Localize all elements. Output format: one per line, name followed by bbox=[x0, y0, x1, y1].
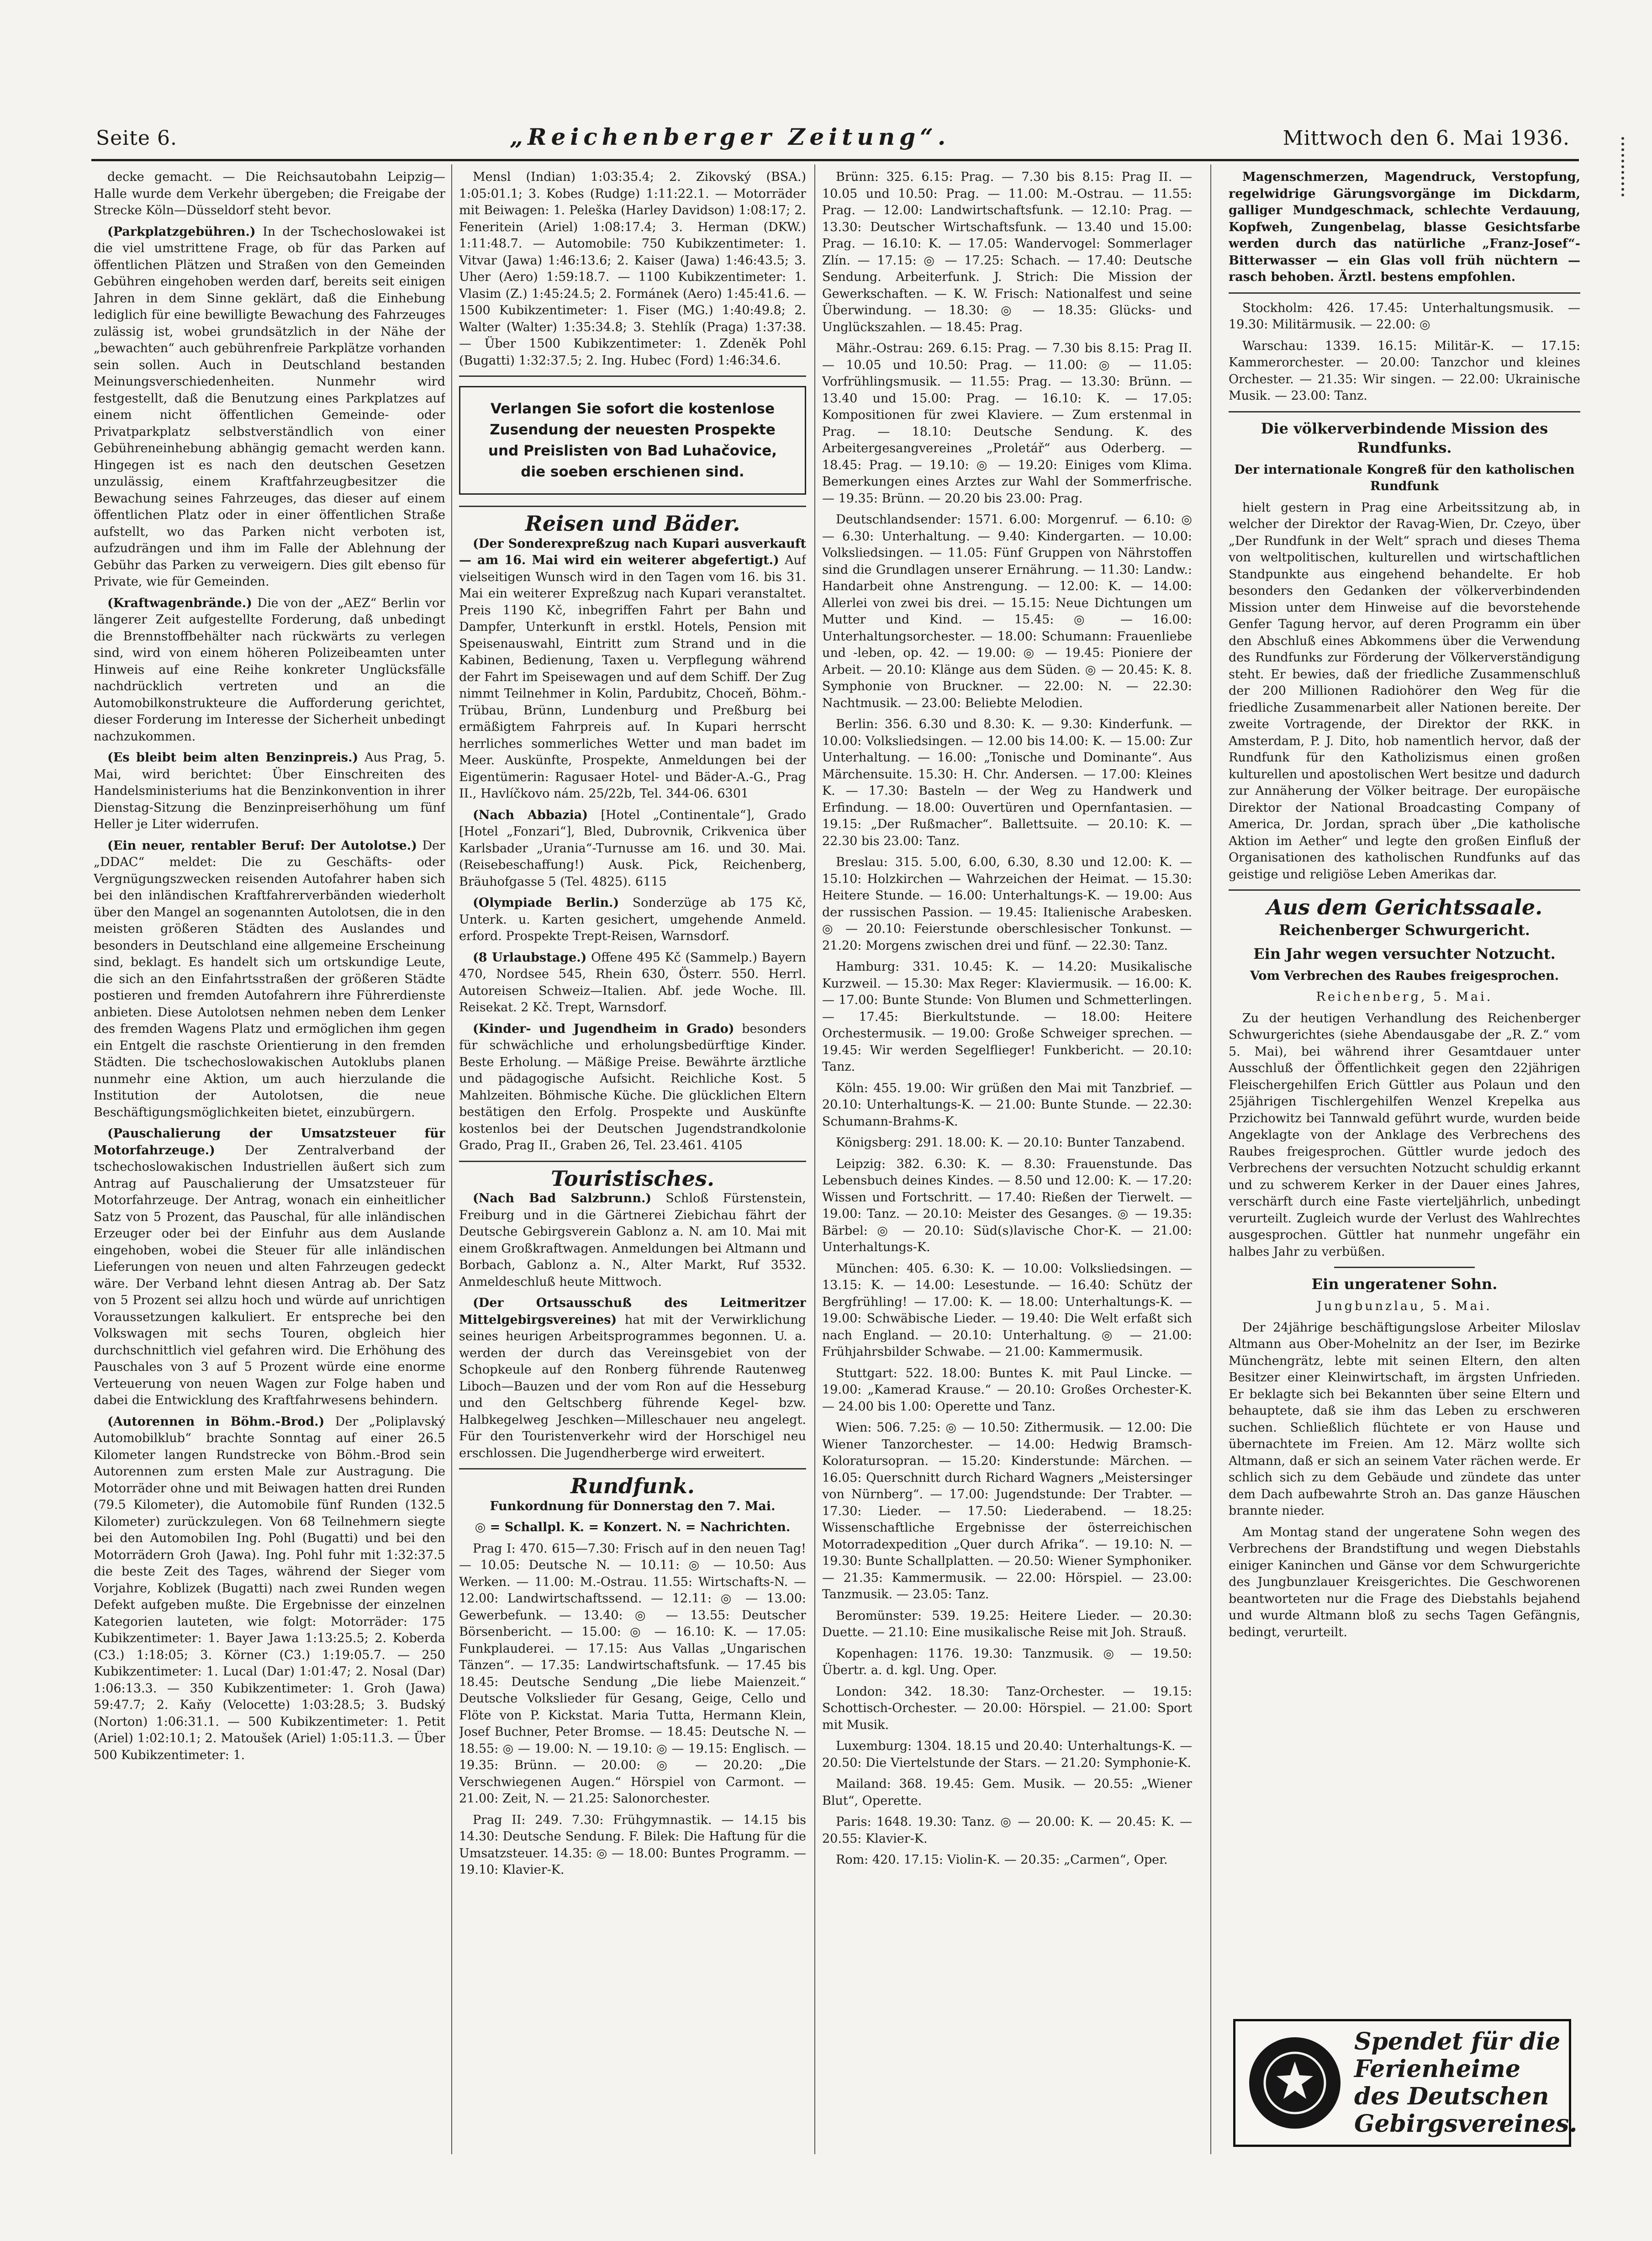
article-paragraph: hielt gestern in Prag eine Arbeitssitzung ab, in welcher der Direktor der Ravag-Wien, Dr. Czeyo, über „Der Rundfunk in der Welt“ sprach und dieses Thema von weltpolitischen, kulturellen und wirtschaftlichen Standpunkte aus eingehend behandelte. Er hob besonders den Gedanken der völkerverbindenden Mission unter dem Hinweise auf die bevorstehende Genfer Tagung hervor, auf deren Programm ein über den Abschluß eines Abkommens über die Verwendung des Rundfunks zur Förderung der Völkerverständigung steht. Er bewies, daß der friedliche Zusammenschluß der 200 Millionen Radiohörer den Weg für die friedliche Zusammenarbeit aller Nationen bereite. Der zweite Vortragende, der Direktor der RKK. in Amsterdam, P. J. Dito, hob namentlich hervor, daß der Rundfunk für den Katholizismus einen großen kulturellen und apostolischen Wert besitze und dadurch zur Annäherung der Völker beitrage. Der europäische Direktor der National Broadcasting Company of America, Dr. Jordan, sprach über „Die katholische Aktion im Aether“ und legte den großen Einfluß der Organisationen des katholischen Rundfunks auf das geistige und religiöse Leben Amerikas dar. bbox=[1229, 500, 1580, 882]
radio-listing: Rom: 420. 17.15: Violin-K. — 20.35: „Carmen“, Oper. bbox=[836, 1853, 1168, 1867]
radio-listing: Stockholm: 426. 17.45: Unterhaltungsmusik. — 19.30: Militärmusik. — 22.00: ◎ bbox=[1229, 301, 1580, 332]
article-paragraph: decke gemacht. — Die Reichsautobahn Leipzig—Halle wurde dem Verkehr übergeben; die Freigabe der Strecke Köln—Düsseldorf steht bevor. bbox=[94, 170, 445, 217]
section-rule bbox=[1334, 1267, 1475, 1268]
article-heading: (Autorennen in Böhm.-Brod.) bbox=[107, 1414, 325, 1429]
article-paragraph bbox=[94, 224, 445, 591]
article-text: Der „DDAC“ meldet: Die zu Geschäfts- oder Vergnügungszwecken reisenden Autofahrer haben sich bei den inländischen Kraftfahrerverbänden wiederholt über den Mangel an sogenannten Autolotsen, die in den meisten größeren Städten des Auslandes und besonders in Deutschland eine allgemeine Erscheinung sind, beklagt. Es handelt sich um ortskundige Leute, die sich an den Einfahrtsstraßen der größeren Städte postieren und fremden Autofahrern ihre Führerdienste anbieten. Diese Autolotsen nehmen neben dem Lenker des fremden Wagens Platz und ermöglichen ihm gegen ein Entgelt die raschste Orientierung in den fremden Städten. Die tschechoslowakischen Autoklubs planen nunmehr eine Aktion, um auch hierzulande die Institution der Autolotsen, die neue Beschäftigungsmöglichkeiten bietet, einzubürgern. bbox=[94, 838, 445, 1120]
section-rule bbox=[459, 506, 806, 507]
ad-line: Gebirgsvereines. bbox=[1354, 2110, 1578, 2138]
ferienheime-advertisement bbox=[1233, 2019, 1578, 2147]
article-paragraph bbox=[459, 950, 806, 1016]
article-paragraph bbox=[94, 750, 445, 833]
section-heading: Aus dem Gerichtssaale. bbox=[1266, 895, 1543, 920]
radio-listing: Luxemburg: 1304. 18.15 und 20.40: Unterhaltungs-K. — 20.50: Die Viertelstunde der Stars. — 21.20: Symphonie-K. bbox=[822, 1739, 1192, 1770]
article-paragraph: Mensl (Indian) 1:03:35.4; 2. Zikovský (BSA.) 1:05:01.1; 3. Kobes (Rudge) 1:11:22.1. — Motorräder mit Beiwagen: 1. Peleška (Harley Davidson) 1:08:17; 2. Feneritein (Ariel) 1:08:17.4; 3. Herman (DKW.) 1:11:48.7. — Automobile: 750 Kubikzentimeter: 1. Vitvar (Jawa) 1:46:13.6; 2. Kaiser (Jawa) 1:46:43.5; 3. Uher (Aero) 1:59:18.7. — 1100 Kubikzentimeter: 1. Vlasim (Z.) 1:45:24.5; 2. Formánek (Aero) 1:45:41.6. — 1500 Kubikzentimeter: 1. Fiser (MG.) 1:40:49.8; 2. Walter (Walter) 1:35:34.8; 3. Stehlík (Praga) 1:37:38. — Über 1500 Kubikzentimeter: 1. Zdeněk Pohl (Bugatti) 1:32:37.5; 2. Ing. Hubec (Ford) 1:46:34.6. bbox=[459, 170, 806, 368]
section-rule bbox=[459, 1161, 806, 1162]
article-paragraph bbox=[94, 838, 445, 1121]
article-paragraph bbox=[94, 1126, 445, 1409]
header-rule bbox=[91, 159, 1579, 161]
radio-listing: Brünn: 325. 6.15: Prag. — 7.30 bis 8.15: Prag II. — 10.05 und 10.50: Prag. — 11.00: M.-Ostrau. — 11.55: Prag. — 12.00: Landwirtschaftsfunk. — 12.10: Prag. — 13.30: Deutscher Wirtschaftsfunk. — 13.40 und 15.00: Prag. — 16.10: K. — 17.05: Wandervogel: Sommerlager Zlín. — 17.15: ◎ — 17.25: Schach. — 17.40: Deutsche Sendung. Arbeiterfunk. J. Strich: Die Mission der Gewerkschaften. — K. W. Frisch: Nationalfest und seine Überwindung. — 18.30: ◎ — 18.35: Glücks- und Unglückszahlen. — 18.45: Prag. bbox=[822, 170, 1192, 334]
radio-listing: Kopenhagen: 1176. 19.30: Tanzmusik. ◎ — 19.50: Übertr. a. d. kgl. Ung. Oper. bbox=[822, 1646, 1192, 1677]
section-heading: Touristisches. bbox=[551, 1166, 714, 1191]
section-rule bbox=[1229, 411, 1580, 412]
radio-listing: Hamburg: 331. 10.45: K. — 14.20: Musikalische Kurzweil. — 15.30: Max Reger: Klaviermusik. — 16.00: K. — 17.00: Bunte Stunde: Von Blumen und Schmetterlingen. — 17.45: Bierkultstunde. — 18.00: Heitere Orchestermusik. — 19.00: Große Schweiger sprechen. — 19.45: Wir werden Segelflieger! Funkbericht. — 20.10: Tanz. bbox=[822, 960, 1192, 1074]
article-paragraph bbox=[459, 1021, 806, 1154]
radio-listing: Berlin: 356. 6.30 und 8.30: K. — 9.30: Kinderfunk. — 10.00: Volksliedsingen. — 12.00 bis 14.00: K. — 15.00: Zur Unterhaltung. — 16.00: „Tonische und Dominante“. Aus Märchensuite. 15.30: H. Chr. Andersen. — 17.00: Kleines K. — 17.30: Basteln — der Weg zu Handwerk und Erfindung. — 18.00: Ouvertüren und Opernfantasien. — 19.15: „Der Rußmacher“. Ballettsuite. — 20.10: K. — 22.30 bis 23.00: Tanz. bbox=[822, 717, 1192, 848]
article-heading: (Der Sonderexpreßzug nach Kupari ausverkauft — am 16. Mai wird ein weiterer abgefertigt.) bbox=[459, 536, 806, 567]
radio-listing: Prag I: 470. 615—7.30: Frisch auf in den neuen Tag! — 10.05: Deutsche N. — 10.11: ◎ — 10.50: Aus Werken. — 11.00: M.-Ostrau. 11.55: Wirtschafts-N. — 12.00: Landwirtschaftssend. — 12.11: ◎ — 13.00: Gewerbefunk. — 13.40: ◎ — 13.55: Deutscher Börsenbericht. — 15.00: ◎ — 16.10: K. — 17.05: Funkplauderei. — 17.15: Aus Vallas „Ungarischen Tänzen“. — 17.35: Landwirtschaftsfunk. — 17.45 bis 18.45: Deutsche Sendung „Die liebe Maienzeit.“ Deutsche Volkslieder für Gesang, Geige, Cello und Flöte von P. Kickstat. Maria Tutta, Hermann Klein, Josef Buchner, Peter Bromse. — 18.45: Deutsche N. — 18.55: ◎ — 19.00: N. — 19.10: ◎ — 19.15: Englisch. — 19.35: Brünn. — 20.00: ◎ — 20.20: „Die Verschwiegenen Augen.“ Hörspiel von Carmont. — 21.00: Zeit, N. — 21.25: Salonorchester. bbox=[459, 1541, 806, 1806]
advertisement-box: Verlangen Sie sofort die kostenlose Zusendung der neuesten Prospekte und Preislisten von Bad Luhačovice, die soeben erschienen sind. bbox=[459, 386, 806, 495]
article-text: hat mit der Verwirklichung seines heurigen Arbeitsprogrammes begonnen. U. a. werden der durch das Vereinsgebiet von der Schopkeule auf den Ronberg führende Rautenweg Liboch—Bauzen und der vom Ron auf die Hesseburg und den Geltschberg führende Kegel- bzw. Halbkegelweg Jeschken—Milleschauer neu angelegt. Für den Touristenverkehr wird der Horschigel neu erschlossen. Die Jugendherberge wird erweitert. bbox=[459, 1312, 806, 1460]
article-paragraph: Am Montag stand der ungeratene Sohn wegen des Verbrechens der Brandstiftung und wegen Diebstahls einiger Kaninchen und Gänse vor dem Schwurgerichte des Jungbunzlauer Kreisgerichtes. Die Geschworenen beantworteten nur die Frage des Diebstahls bejahend und wurde Altmann bloß zu sechs Tagen Gefängnis, bedingt, verurteilt. bbox=[1229, 1525, 1580, 1639]
radio-listing: Köln: 455. 19.00: Wir grüßen den Mai mit Tanzbrief. — 20.10: Unterhaltungs-K. — 21.00: Bunte Stunde. — 22.30: Schumann-Brahms-K. bbox=[822, 1081, 1192, 1129]
article-text: Der Zentralverband der tschechoslowakischen Industriellen äußert sich zum Antrag auf Pauschalierung der Umsatzsteuer für Motorfahrzeuge. Der Antrag, wonach ein einheitlicher Satz von 5 Prozent, das Pauschal, für alle inländischen Erzeuger oder bei der Einfuhr aus dem Auslande eingehoben, wobei die Steuer für alle inländischen Lieferungen von neuen und alten Fahrzeugen gedeckt wäre. Der Verband lehnt diesen Antrag ab. Der Satz von 5 Prozent sei allzu hoch und würde auf unrichtigen Voraussetzungen kalkuliert. Er entspreche bei den Volkswagen mit sechs Touren, obgleich hier durchschnittlich viel gefahren wird. Die Erhöhung des Pauschales von 3 auf 5 Prozent würde eine enorme Verteuerung von neuen Wagen zur Folge haben und dabei die Entwicklung des Kraftfahrwesens behindern. bbox=[94, 1143, 445, 1407]
article-subtitle: Reichenberger Schwurgericht. bbox=[1279, 921, 1530, 939]
article-paragraph bbox=[459, 807, 806, 891]
article-text: Die von der „AEZ“ Berlin vor längerer Zeit aufgestellte Forderung, daß unbedingt die Brennstoffbehälter nach rückwärts zu verlegen sind, wird von einem höheren Polizeibeamten unter Hinweis auf eine Reihe konkreter Unglücksfälle nachdrücklich vertreten und an die Automobilkonstrukteure die Aufforderung gerichtet, dieser Forderung im Interesse der Sicherheit unbedingt nachzukommen. bbox=[94, 596, 445, 744]
article-heading: (Olympiade Berlin.) bbox=[473, 896, 619, 910]
article-text: Offene 495 Kč (Sammelp.) Bayern 470, Nordsee 545, Rhein 630, Österr. 550. Herrl. Autoreisen Schweiz—Italien. Abf. jede Woche. Ill. Reisekat. 2 Kč. Trept, Warnsdorf. bbox=[459, 950, 806, 1015]
article-subtitle: Der internationale Kongreß für den katholischen Rundfunk bbox=[1234, 462, 1575, 493]
article-paragraph bbox=[459, 1295, 806, 1462]
radio-listing: Warschau: 1339. 16.15: Militär-K. — 17.15: Kammerorchester. — 20.00: Tanzchor und kleines Orchester. — 21.35: Wir singen. — 22.00: Ukrainische Musik. — 23.00: Tanz. bbox=[1229, 338, 1580, 403]
article-text: [Hotel „Continentale“], Grado [Hotel „Fonzari“], Bled, Dubrovnik, Crikvenica über Karlsbader „Urania“-Turnusse am 16. und 30. Mai. (Reisebeschaffung!) Ausk. Pick, Reichenberg, Bräuhofgasse 5 (Tel. 4825). 6115 bbox=[459, 808, 806, 889]
newspaper-title: „Reichenberger Zeitung“. bbox=[510, 123, 950, 150]
section-rule bbox=[1229, 889, 1580, 891]
radio-listing: Leipzig: 382. 6.30: K. — 8.30: Frauenstunde. Das Lebensbuch deines Kindes. — 8.50 und 12.00: K. — 17.20: Wissen und Fortschritt. — 17.40: Rießen der Tierwelt. — 19.00: Tanz. — 20.10: Meister des Gesanges. ◎ — 19.35: Bärbel: ◎ — 20.10: Süd(s)lavische Chor-K. — 21.00: Unterhaltungs-K. bbox=[822, 1157, 1192, 1254]
column-divider bbox=[1210, 164, 1211, 2154]
page-edge-mark bbox=[1608, 137, 1624, 196]
article-heading: (Der Ortsausschuß des Leitmeritzer Mittelgebirgsvereines) bbox=[459, 1296, 806, 1327]
section-heading: Rundfunk. bbox=[570, 1474, 695, 1498]
article-text: Aus Prag, 5. Mai, wird berichtet: Über Einschreiten des Handelsministeriums hat die Benzinkonvention in ihrer Dienstag-Sitzung die Benzinpreiserhöhung um fünf Heller je Liter widerrufen. bbox=[94, 751, 445, 831]
article-paragraph bbox=[459, 1190, 806, 1290]
article-heading: (8 Urlaubstage.) bbox=[473, 950, 587, 965]
article-heading: (Es bleibt beim alten Benzinpreis.) bbox=[107, 751, 359, 765]
ad-line: Spendet für die bbox=[1354, 2028, 1561, 2056]
column-3 bbox=[822, 169, 1192, 2145]
section-heading: Reisen und Bäder. bbox=[525, 511, 740, 536]
article-paragraph: Zu der heutigen Verhandlung des Reichenberger Schwurgerichtes (siehe Abendausgabe der „R. Z.“ vom 5. Mai), bei während ihrer Gesamtdauer unter Ausschluß der Öffentlichkeit gegen den 22jährigen Fleischergehilfen Erich Güttler aus Polaun und den 25jährigen Tischlergehilfen Wenzel Krepelka aus Przichowitz bei Tannwald geführt wurde, wurden beide Angeklagte von der Anklage des Verbrechens des Raubes freigesprochen. Güttler wurde jedoch des Verbrechens der versuchten Notzucht schuldig erkannt und zu schwerem Kerker in der Dauer eines Jahres, verschärft durch eine Faste vierteljährlich, unbedingt verurteilt. Zugleich wurde der Verlust des Wahlrechtes ausgesprochen. Güttler hat nunmehr ungefähr ein halbes Jahr zu verbüßen. bbox=[1229, 1011, 1580, 1259]
page-number: Seite 6. bbox=[96, 127, 177, 150]
section-rule bbox=[1229, 292, 1580, 294]
radio-schedule-heading: Funkordnung für Donnerstag den 7. Mai. bbox=[490, 1499, 776, 1513]
article-title: Die völkerverbindende Mission des Rundfunks. bbox=[1261, 419, 1548, 456]
dateline: Reichenberg, 5. Mai. bbox=[1316, 990, 1493, 1004]
ad-line: Ferienheime bbox=[1354, 2055, 1520, 2083]
article-text: Sonderzüge ab 175 Kč, Unterk. u. Karten gesichert, umgehende Anmeld. erford. Prospekte Trept-Reisen, Warnsdorf. bbox=[459, 896, 806, 943]
article-text: Schloß Fürstenstein, Freiburg und in die Gärtnerei Ziebichau fährt der Deutsche Gebirgsverein Gablonz a. N. am 10. Mai mit einem Großkraftwagen. Anmeldungen bei Altmann und Borbach, Gablonz a. N., Alter Markt, Ruf 3532. Anmeldeschluß heute Mittwoch. bbox=[459, 1191, 806, 1289]
section-rule bbox=[459, 1468, 806, 1469]
article-heading: (Pauschalierung der Umsatzsteuer für Motorfahrzeuge.) bbox=[94, 1126, 445, 1157]
column-divider bbox=[814, 164, 815, 2154]
article-paragraph bbox=[94, 1414, 445, 1764]
article-text: Auf vielseitigen Wunsch wird in den Tagen vom 16. bis 31. Mai ein weiterer Expreßzug nach Kupari veranstaltet. Preis 1190 Kč, inbegriffen Fahrt per Bahn und Dampfer, Unterkunft in erstkl. Hotels, Pension mit Speisenauswahl, Eintritt zum Strand und in die Kabinen, Bedienung, Taxen u. Verpflegung während der Fahrt im Speisewagen und auf dem Schiff. Der Zug nimmt Teilnehmer in Kolin, Pardubitz, Choceň, Böhm.-Trübau, Brünn, Lundenburg und Preßburg bei ermäßigtem Fahrpreis auf. In Kupari herrscht herrliches sommerliches Wetter und man badet im Meer. Auskünfte, Prospekte, Anmeldungen bei der Eigentümerin: Ragusaer Hotel- und Bäder-A.-G., Prag II., Havlíčkovo nám. 25/22b, Tel. 344-06. 6301 bbox=[459, 553, 806, 801]
radio-listing: Breslau: 315. 5.00, 6.00, 6.30, 8.30 und 12.00: K. — 15.10: Holzkirchen — Wahrzeichen der Heimat. — 15.30: Heitere Stunde. — 16.00: Unterhaltungs-K. — 19.00: Aus der russischen Passion. — 19.45: Italienische Arabesken. ◎ — 20.10: Feierstunde oberschlesischer Tonkunst. — 21.20: Morgens zwischen drei und fünf. — 22.30: Tanz. bbox=[822, 855, 1192, 953]
article-text: In der Tschechoslowakei ist die viel umstrittene Frage, ob für das Parken auf öffentlichen Plätzen und Straßen von den Gemeinden Gebühren eingehoben werden darf, bereits seit einigen Jahren in dem Sinne geklärt, daß die Einhebung lediglich für eine bewilligte Bewachung des Fahrzeuges zulässig ist, wobei grundsätzlich in der Nähe der „bewachten“ auch gebührenfreie Parkplätze vorhanden sein sollen. Auch in Deutschland bestanden Meinungsverschiedenheiten. Nunmehr wird festgestellt, daß die Benutzung eines Parkplatzes auf einem nicht öffentlichen Gemeinde- oder Privatparkplatz selbstverständlich von einer Gebühreneinhebung abhängig gemacht werden kann. Hingegen ist es nach den deutschen Gesetzen unzulässig, einem Kraftfahrzeugbesitzer die Bewachung seines Fahrzeuges, das dieser auf einem öffentlichen Platz oder in einer öffentlichen Straße aufstellt, wo das Parken nicht verboten ist, aufzudrängen und ihm im Falle der Ablehnung der Gebühr das Parken zu verweigern. Dies gilt ebenso für Private, wie für Gemeinden. bbox=[94, 224, 445, 589]
radio-listing: Wien: 506. 7.25: ◎ — 10.50: Zithermusik. — 12.00: Die Wiener Tanzorchester. — 14.00: Hedwig Bramsch-Koloratursopran. — 15.20: Kinderstunde: Märchen. — 16.05: Querschnitt durch Richard Wagners „Meistersinger von Nürnberg“. — 17.00: Jugendstunde: Der Trabter. — 17.30: Lieder. — 17.50: Liederabend. — 18.25: Wissenschaftliche Ergebnisse der österreichischen Motorradexpedition „Quer durch Afrika“. — 19.10: N. — 19.30: Bunte Schallplatten. — 20.50: Wiener Symphoniker. — 21.35: Kammermusik. — 22.00: Hörspiel. — 23.00: Tanzmusik. — 23.05: Tanz. bbox=[822, 1421, 1192, 1601]
article-heading: (Kraftwagenbrände.) bbox=[107, 596, 252, 610]
article-text: besonders für schwächliche und erholungsbedürftige Kinder. Beste Erholung. — Mäßige Preise. Bewährte ärztliche und pädagogische Aufsicht. Reichliche Kost. 5 Mahlzeiten. Böhmische Küche. Die glücklichen Eltern bestätigen den Erfolg. Prospekte und Auskünfte kostenlos bei der Deutschen Jugendstrandkolonie Grado, Prag II., Graben 26, Tel. 23.461. 4105 bbox=[459, 1021, 806, 1152]
radio-listing: Königsberg: 291. 18.00: K. — 20.10: Bunter Tanzabend. bbox=[836, 1136, 1185, 1150]
section-rule bbox=[459, 375, 806, 377]
column-4 bbox=[1229, 169, 1580, 2003]
article-paragraph: Der 24jährige beschäftigungslose Arbeiter Miloslav Altmann aus Ober-Mohelnitz an der Iser, im Bezirke Münchengrätz, lebte mit seinen Eltern, den alten Besitzer einer Kleinwirtschaft, im ärgsten Unfrieden. Er beklagte sich bei Bekannten über seine Eltern und behauptete, daß sie ihm das Leben zu erschweren suchen. Schließlich flüchtete er von Hause und übernachtete im Freien. Am 12. März wollte sich Altmann, daß er sich an seinem Vater rächen werde. Er schlich sich zu dem Gebäude und zündete das unter dem Dach aufbewahrte Stroh an. Das ganze Häuschen brannte nieder. bbox=[1229, 1320, 1580, 1518]
radio-listing: München: 405. 6.30: K. — 10.00: Volksliedsingen. — 13.15: K. — 14.00: Lesestunde. — 16.40: Schütz der Bergfrühling! — 17.00: K. — 18.00: Unterhaltungs-K. — 19.00: Schwäbische Lieder. — 19.40: Die Welt erfaßt sich nach England. — 20.10: Unterhaltung. ◎ — 21.00: Frühjahrsbilder Schwabe. — 21.00: Kammermusik. bbox=[822, 1261, 1192, 1359]
radio-listing: Paris: 1648. 19.30: Tanz. ◎ — 20.00: K. — 20.45: K. — 20.55: Klavier-K. bbox=[822, 1815, 1192, 1846]
article-title: Ein ungeratener Sohn. bbox=[1311, 1275, 1498, 1293]
radio-listing: Mähr.-Ostrau: 269. 6.15: Prag. — 7.30 bis 8.15: Prag II. — 10.05 und 10.50: Prag. — 11.00: ◎ — 11.05: Vorfrühlingsmusik. — 11.55: Prag. — 13.30: Brünn. — 13.40 und 15.00: Prag. — 16.10: K. — 17.05: Kompositionen für zwei Klaviere. — Zum erstenmal in Prag. — 18.10: Deutsche Sendung. K. des Arbeitergesangvereines „Proletář“ aus Oderberg. — 18.45: Prag. — 19.10: ◎ — 19.20: Einiges vom Klima. Bemerkungen eines Arztes zur Wahl der Sommerfrische. — 19.35: Brünn. — 20.20 bis 23.00: Prag. bbox=[822, 341, 1192, 506]
gebirgsverein-emblem-icon bbox=[1249, 2037, 1341, 2129]
radio-listing: Prag II: 249. 7.30: Frühgymnastik. — 14.15 bis 14.30: Deutsche Sendung. F. Bilek: Die Haftung für die Umsatzsteuer. 14.35: ◎ — 18.00: Buntes Programm. — 19.10: Klavier-K. bbox=[459, 1813, 806, 1877]
ad-line: des Deutschen bbox=[1354, 2082, 1549, 2110]
article-paragraph bbox=[94, 595, 445, 745]
radio-legend: ◎ = Schallpl. K. = Konzert. N. = Nachrichten. bbox=[475, 1520, 791, 1534]
article-heading: (Kinder- und Jugendheim in Grado) bbox=[473, 1021, 734, 1036]
column-divider bbox=[451, 164, 452, 2154]
page-header bbox=[96, 123, 1570, 155]
column-1 bbox=[94, 169, 445, 2145]
radio-listing: Deutschlandsender: 1571. 6.00: Morgenruf. — 6.10: ◎ — 6.30: Unterhaltung. — 9.40: Kindergarten. — 10.00: Volksliedsingen. — 11.05: Fünf Gruppen von Nährstoffen sind die Grundlagen unserer Ernährung. — 11.30: Landw.: Handarbeit ohne Anstrengung. — 12.00: K. — 14.00: Allerlei von zwei bis drei. — 15.15: Neue Dichtungen um Mutter und Kind. — 15.45: ◎ — 16.00: Unterhaltungsorchester. — 18.00: Schumann: Frauenliebe und -leben, op. 42. — 19.00: ◎ — 19.45: Pioniere der Arbeit. — 20.10: Klänge aus dem Süden. ◎ — 20.45: K. 8. Symphonie von Bruckner. — 22.00: N. — 22.30: Nachtmusik. — 23.00: Beliebte Melodien. bbox=[822, 513, 1192, 710]
article-title: Ein Jahr wegen versuchter Notzucht. bbox=[1253, 945, 1556, 962]
advertisement-text: Magenschmerzen, Magendruck, Verstopfung, regelwidrige Gärungsvorgänge im Dickdarm, galliger Mundgeschmack, schlechte Verdauung, Kopfweh, Zungenbelag, blasse Gesichtsfarbe werden durch das natürliche „Franz-Josef“-Bitterwasser — ein Glas voll früh nüchtern — rasch behoben. Ärztl. bestens empfohlen. bbox=[1229, 170, 1580, 284]
article-heading: (Parkplatzgebühren.) bbox=[107, 224, 256, 239]
article-heading: (Ein neuer, rentabler Beruf: Der Autolotse.) bbox=[107, 838, 417, 853]
article-subtitle: Vom Verbrechen des Raubes freigesprochen. bbox=[1250, 968, 1559, 983]
article-paragraph bbox=[459, 895, 806, 945]
radio-listing: Stuttgart: 522. 18.00: Buntes K. mit Paul Lincke. — 19.00: „Kamerad Krause.“ — 20.10: Großes Orchester-K. — 24.00 bis 1.00: Operette und Tanz. bbox=[822, 1366, 1192, 1414]
radio-listing: Mailand: 368. 19.45: Gem. Musik. — 20.55: „Wiener Blut“, Operette. bbox=[822, 1777, 1192, 1808]
radio-listing: London: 342. 18.30: Tanz-Orchester. — 19.15: Schottisch-Orchester. — 20.00: Hörspiel. — 21.00: Sport mit Musik. bbox=[822, 1684, 1192, 1732]
column-2 bbox=[459, 169, 806, 2145]
issue-date: Mittwoch den 6. Mai 1936. bbox=[1283, 127, 1570, 150]
article-paragraph bbox=[459, 536, 806, 803]
article-heading: (Nach Abbazia) bbox=[473, 808, 588, 822]
advertisement-text bbox=[1354, 2028, 1577, 2138]
radio-listing: Beromünster: 539. 19.25: Heitere Lieder. — 20.30: Duette. — 21.10: Eine musikalische Reise mit Joh. Strauß. bbox=[822, 1608, 1192, 1639]
article-heading: (Nach Bad Salzbrunn.) bbox=[473, 1191, 652, 1205]
article-text: Der „Poliplavský Automobilklub“ brachte Sonntag auf einer 26.5 Kilometer langen Rundstrecke von Böhm.-Brod sein Autorennen zum ersten Male zur Austragung. Die Motorräder ohne und mit Beiwagen hatten drei Runden (79.5 Kilometer), die Automobile fünf Runden (132.5 Kilometer) zurückzulegen. Von 68 Teilnehmern siegte bei den Automobilen Ing. Pohl (Bugatti) und bei den Motorrädern Groh (Jawa). Ing. Pohl fuhr mit 1:32:37.5 die beste Zeit des Tages, während der Sieger vom Vorjahre, Koblizek (Bugatti) nach zwei Runden wegen Defekt aufgeben mußte. Die Ergebnisse der einzelnen Kategorien lauteten, wie folgt: Motorräder: 175 Kubikzentimeter: 1. Bayer Jawa 1:13:25.5; 2. Koberda (C3.) 1:18:05; 3. Körner (C3.) 1:19:05.7. — 250 Kubikzentimeter: 1. Lucal (Dar) 1:01:47; 2. Nosal (Dar) 1:06:13.3. — 350 Kubikzentimeter: 1. Groh (Jawa) 59:47.7; 2. Kaňy (Velocette) 1:03:28.5; 3. Budský (Norton) 1:06:31.1. — 500 Kubikzentimeter: 1. Petit (Ariel) 1:02:10.1; 2. Matoušek (Ariel) 1:05:11.3. — Über 500 Kubikzentimeter: 1. bbox=[94, 1414, 445, 1762]
dateline: Jungbunzlau, 5. Mai. bbox=[1317, 1299, 1492, 1313]
